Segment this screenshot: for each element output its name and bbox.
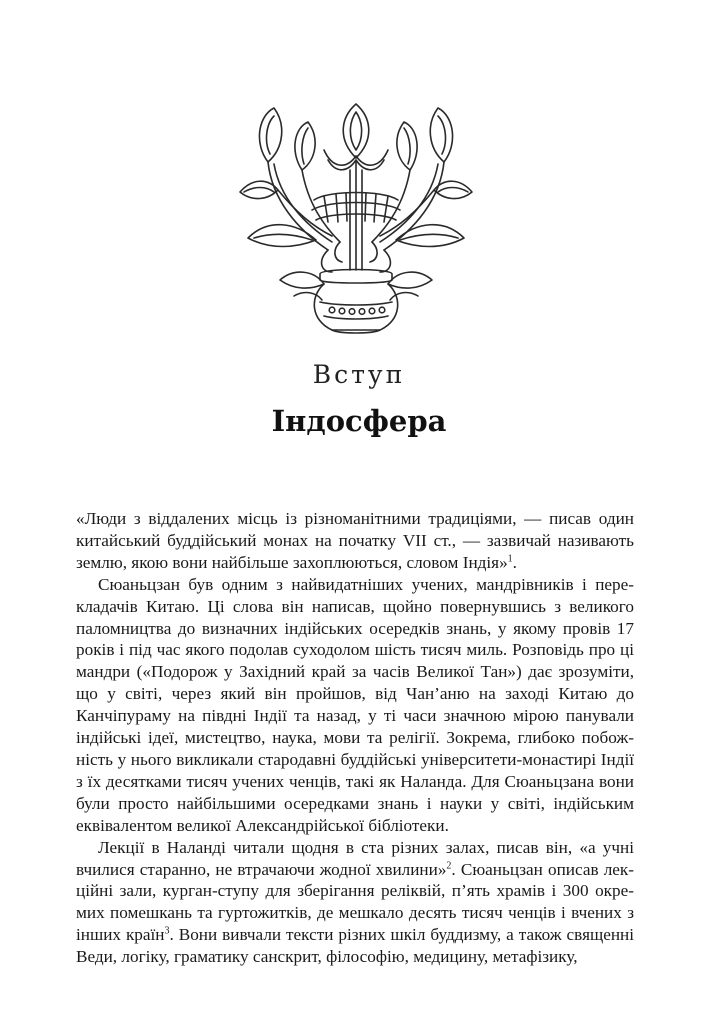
footnote-marker: 3 [164,925,170,937]
footnote-marker: 2 [446,859,452,871]
text-run: . [512,552,517,572]
text-run: . Сюаньцзан описав лекційні зали, курган-ступу для зберігання реліквій, п’ять храмів і 300 окремих помешкань та гуртожитків, де мешкало десять тисяч ченців і вчених з інших країн [76,859,635,945]
footnote-marker: 1 [507,553,513,565]
text-run: Сюаньцзан був одним з найвидатніших учених, мандрівників і перекладачів Китаю. Ці слова він написав, щойно повернувшись з великого паломництва до визначних індійських осередків знань, у якому провів 17 років і під час якого подолав суходолом шість тисяч миль. Розповідь про ці мандри («Подорож у Західний край за часів Великої Тан») дає зрозуміти, що у світі, через який він пройшов, від Чан’аню на заході Китаю до Канчіпураму на півдні Індії та назад, у ті часи значною мірою панували індійські ідеї, мистецтво, наука, мови та релігії. Зокрема, глибоко побожність у нього викликали стародавні буддійські університети-монастирі Індії з їх десятками тисяч учених ченців, такі як Наланда. Для Сюаньцзана вони були просто найбільшими осередками знань і науки у світі, індійським еквівалентом великої Александрійської бібліотеки. [76,574,634,835]
paragraph-nalanda [76,837,634,968]
lotus-vase-ornament-icon [228,100,484,336]
text-run: «Люди з віддалених місць із різноманітними традиціями, — писав один китайський буддійський монах на початку VII ст., — зазвичай називають землю, якою вони найбільше захоплюються, словом Індія» [76,509,634,572]
paragraph-xuanzang [76,574,634,837]
text-run: Лекції в Наланді читали щодня в ста різних залах, писав він, «а учні вчилися старанно, не втрачаючи жодної хвилини» [76,837,634,879]
text-run: . Вони вивчали тексти різних шкіл буддизму, а також священні Веди, логіку, граматику санскрит, філософію, медицину, метафізику, [76,925,635,967]
paragraph-quote [76,508,634,574]
section-label: Вступ [312,360,406,389]
body-text [76,508,634,968]
chapter-title: Індосфера [271,404,447,438]
